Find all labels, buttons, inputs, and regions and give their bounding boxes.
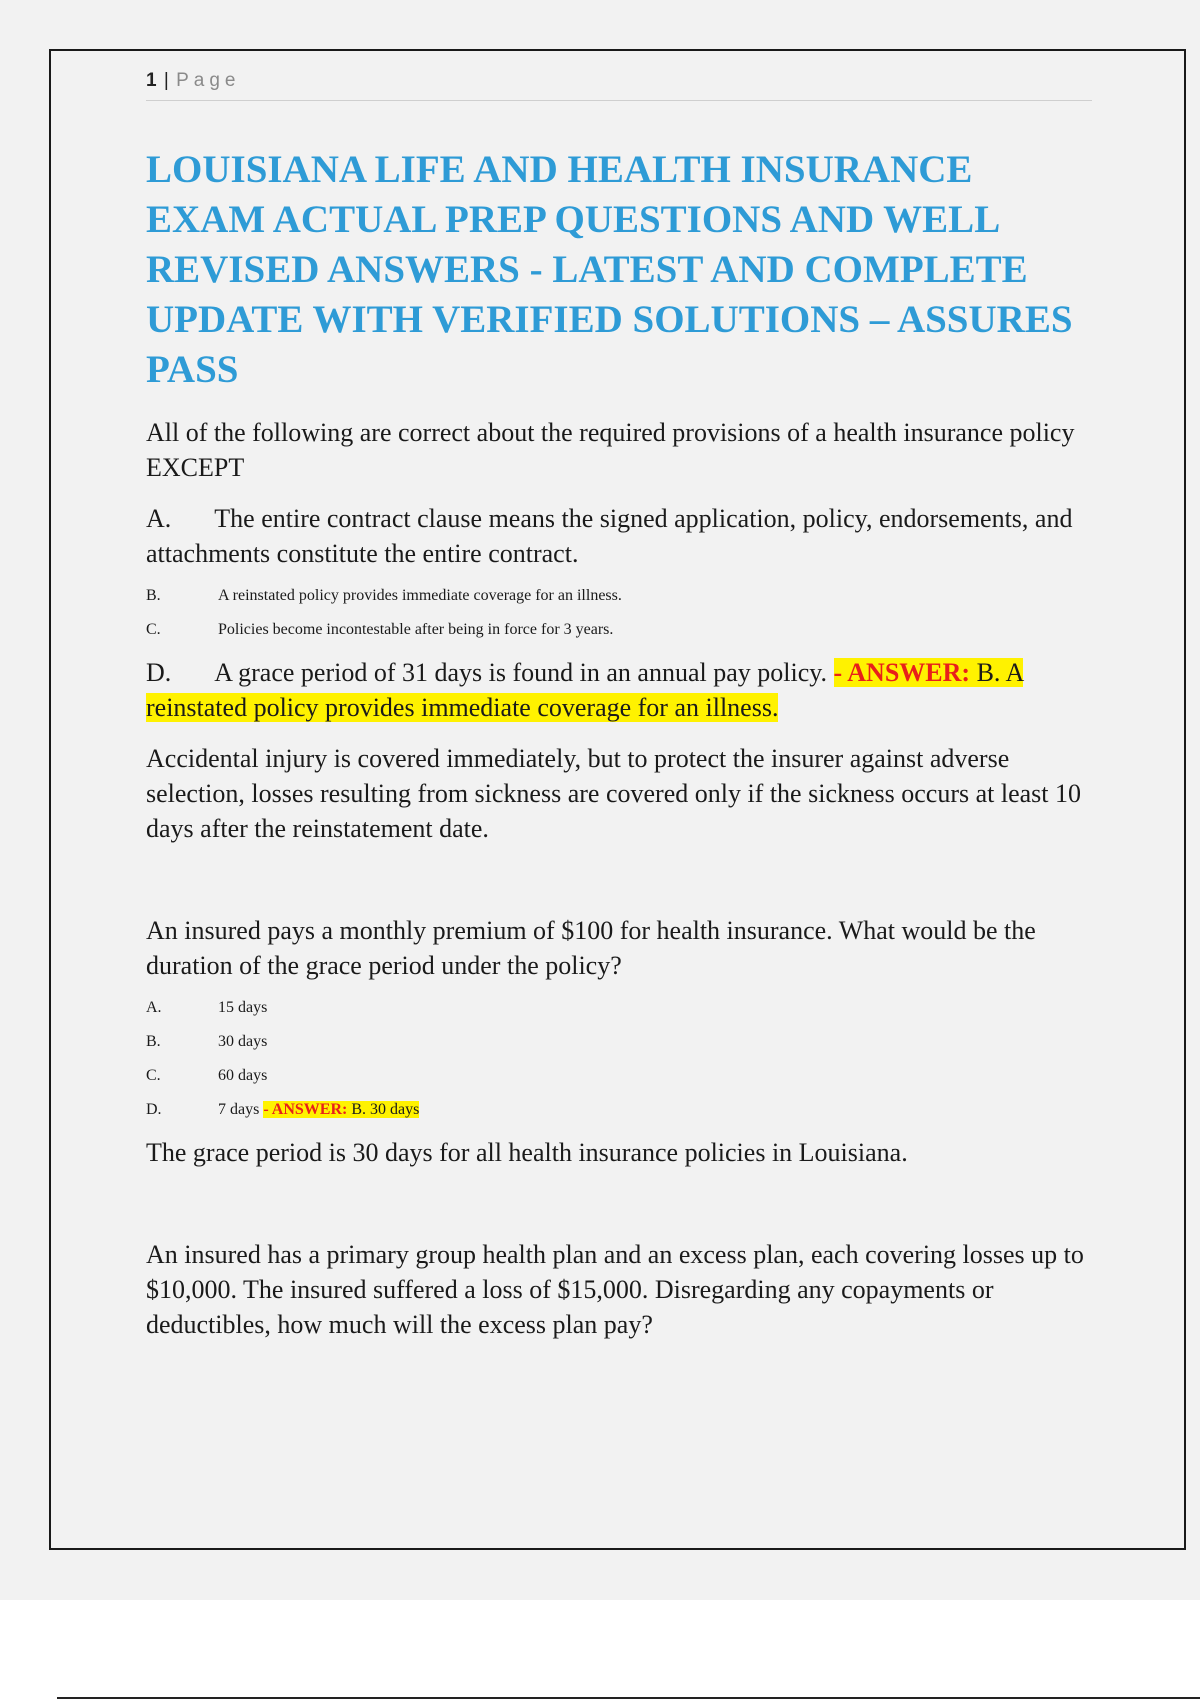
q2-option-a-letter: A.: [146, 999, 162, 1016]
q1-option-d-text: A grace period of 31 days is found in an annual pay policy.: [214, 658, 828, 687]
q2-option-d: [146, 1101, 1092, 1119]
next-page-border: [57, 1697, 1200, 1699]
document-title: LOUISIANA LIFE AND HEALTH INSURANCE EXAM ACTUAL PREP QUESTIONS AND WELL REVISED ANSWERS - LATEST AND COMPLETE UPDATE WITH VERIFIED SOLUTIONS – ASSURES PASS: [146, 148, 1073, 391]
q2-answer-label: - ANSWER:: [263, 1101, 348, 1118]
document-content: [146, 70, 1092, 1342]
q2-option-d-text: 7 days: [218, 1101, 260, 1118]
q2-answer-text: B. 30 days: [351, 1101, 420, 1118]
q1-option-b-letter: B.: [146, 587, 161, 604]
q1-option-c-text: Policies become incontestable after being in force for 3 years.: [218, 621, 614, 638]
page-number: 1: [146, 70, 157, 91]
q1-option-c-letter: C.: [146, 621, 161, 638]
q2-answer: [263, 1101, 419, 1118]
page-header-separator: |: [163, 70, 169, 91]
q1-answer-text: B. A reinstated policy provides immediate coverage for an illness.: [146, 658, 1023, 722]
q2-option-b-letter: B.: [146, 1033, 161, 1050]
q2-option-d-letter: D.: [146, 1101, 162, 1118]
q1-answer-label: - ANSWER:: [833, 658, 971, 687]
q1-option-a-letter: A.: [146, 504, 172, 533]
q1-option-b: [146, 587, 1092, 605]
page-header: [146, 70, 1092, 101]
question-1-text: All of the following are correct about the required provisions of a health insurance policy EXCEPT: [146, 418, 1075, 482]
q2-option-b-text: 30 days: [218, 1033, 268, 1050]
q1-explanation: Accidental injury is covered immediately, but to protect the insurer against adverse selection, losses resulting from sickness are covered only if the sickness occurs at least 10 days after the reinstatement date.: [146, 744, 1082, 843]
q2-option-c: [146, 1067, 1092, 1085]
q2-option-a: [146, 999, 1092, 1017]
q1-option-c: [146, 621, 1092, 639]
q2-option-c-text: 60 days: [218, 1067, 268, 1084]
q1-option-a-text: The entire contract clause means the signed application, policy, endorsements, and attachments constitute the entire contract.: [146, 504, 1073, 568]
question-2-text: An insured pays a monthly premium of $100 for health insurance. What would be the duration of the grace period under the policy?: [146, 916, 1036, 980]
page-word: Page: [176, 70, 241, 91]
q1-option-d-letter: D.: [146, 658, 172, 687]
q2-option-b: [146, 1033, 1092, 1051]
q1-option-b-text: A reinstated policy provides immediate coverage for an illness.: [218, 587, 622, 604]
q2-option-c-letter: C.: [146, 1067, 161, 1084]
q1-option-d: [146, 655, 1092, 725]
question-3-text: An insured has a primary group health plan and an excess plan, each covering losses up to $10,000. The insured suffered a loss of $15,000. Disregarding any copayments or deductibles, how much will the excess plan pay?: [146, 1240, 1084, 1339]
q2-explanation: The grace period is 30 days for all health insurance policies in Louisiana.: [146, 1138, 908, 1167]
q2-option-a-text: 15 days: [218, 999, 268, 1016]
q1-option-a: [146, 501, 1092, 571]
